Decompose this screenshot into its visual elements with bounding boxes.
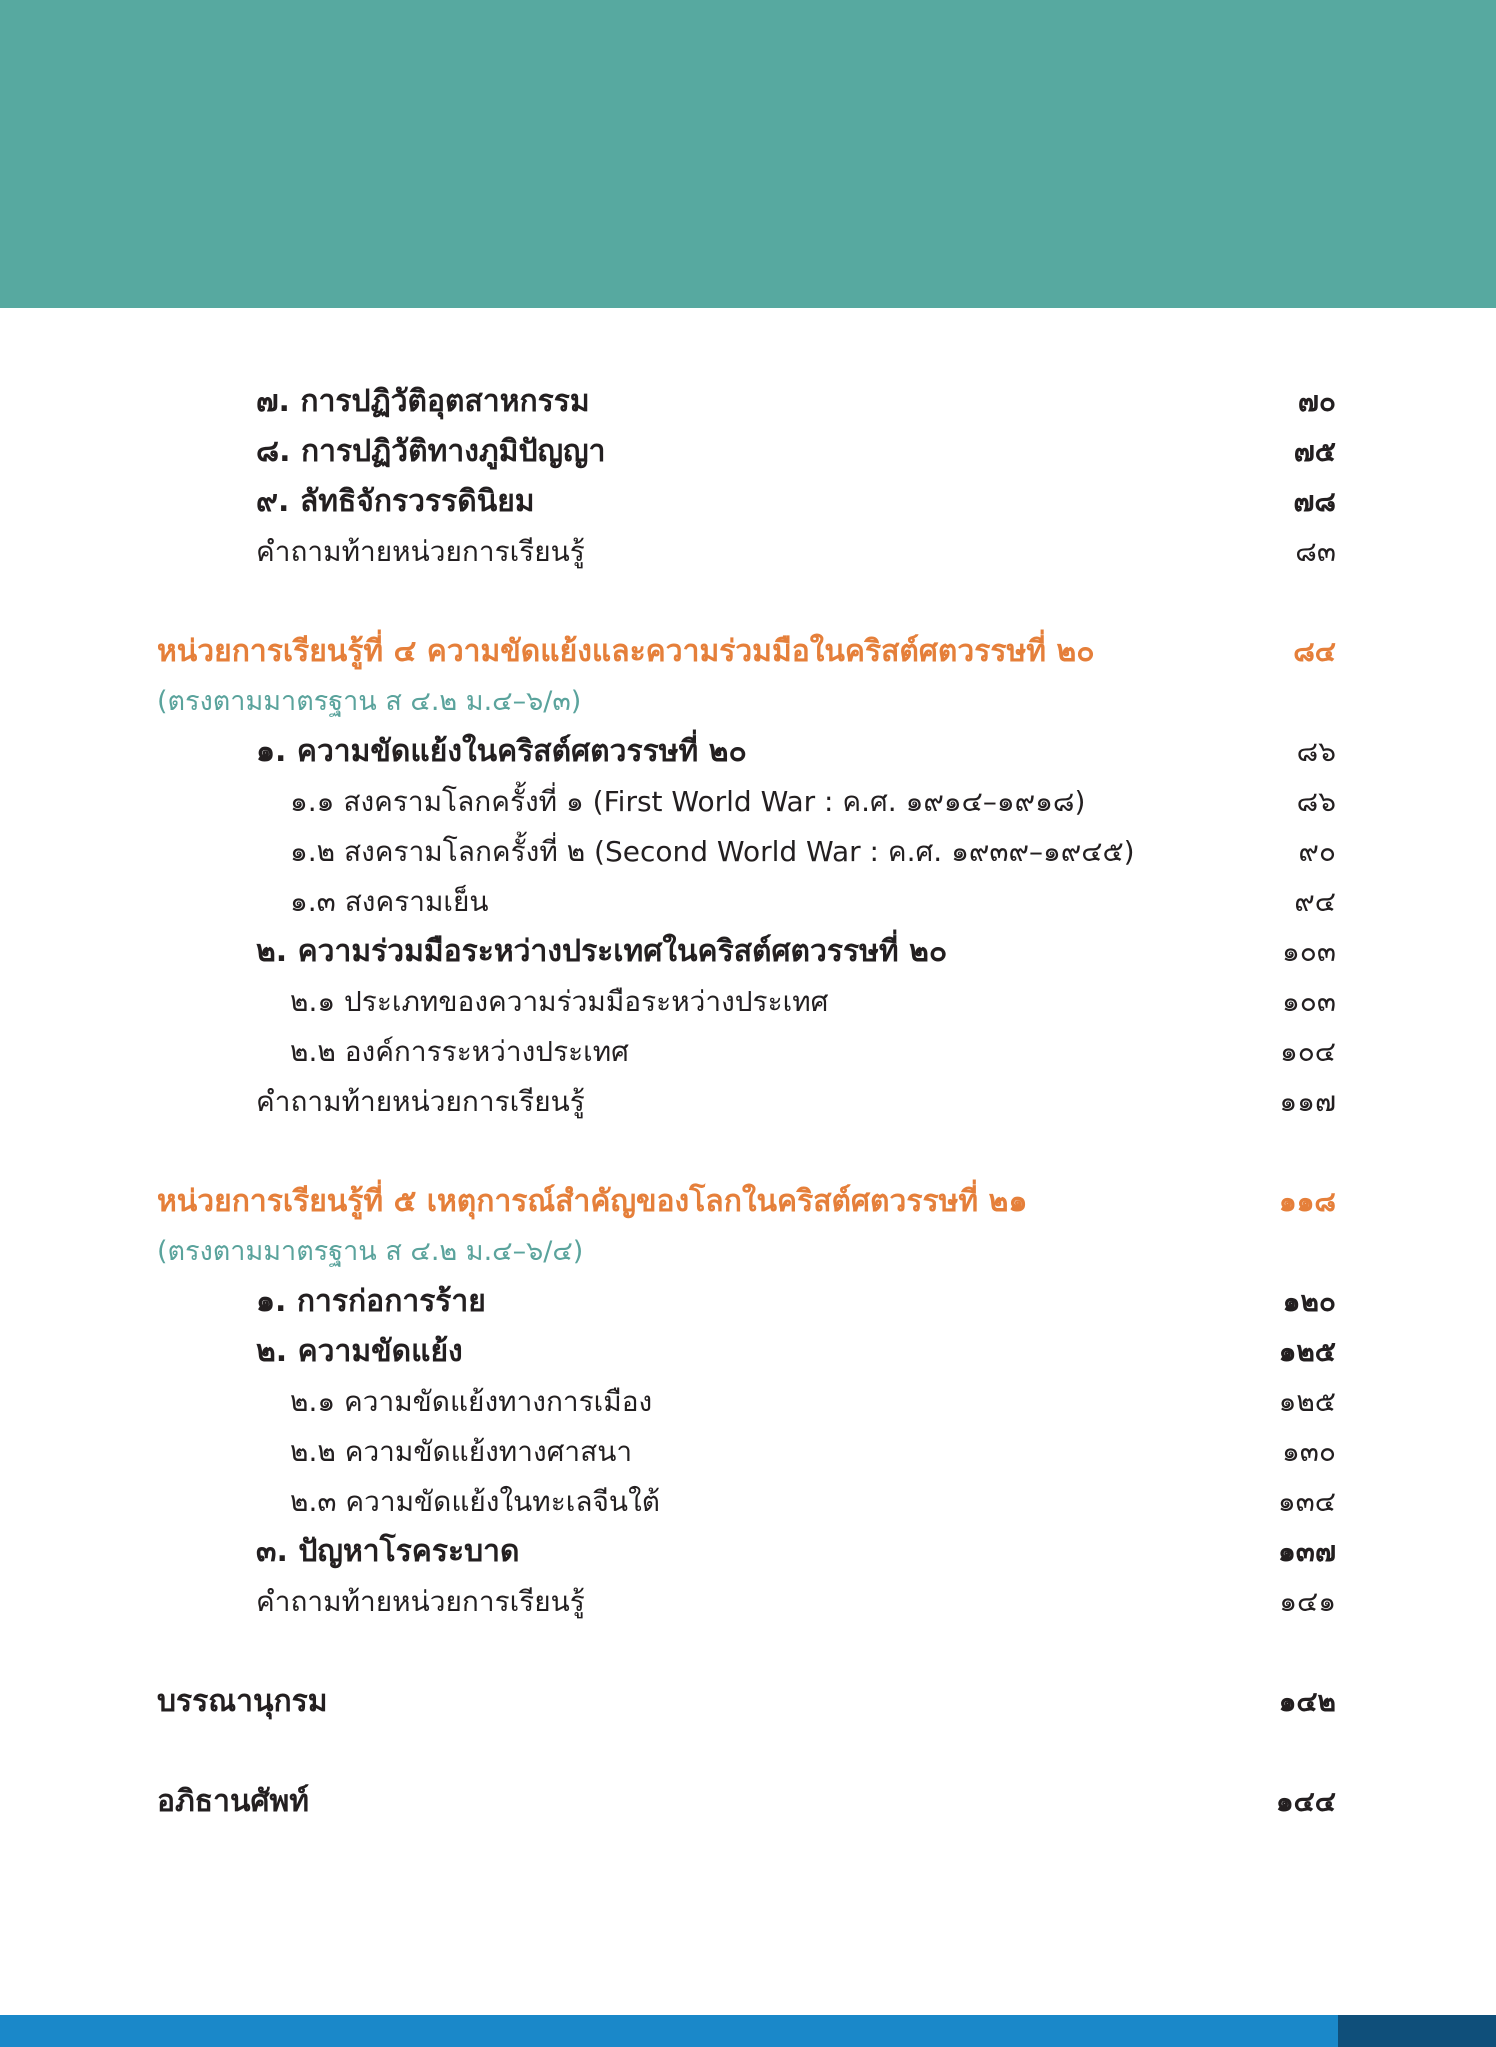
toc-page-number: ๗๕ [1293,435,1336,468]
toc-entry-title: ๑. ความขัดแย้งในคริสต์ศตวรรษที่ ๒๐ [256,734,747,769]
toc-entry-title: ๒. ความร่วมมือระหว่างประเทศในคริสต์ศตวรรษที่ ๒๐ [256,934,948,969]
toc-entry-title: ๘. การปฏิวัติทางภูมิปัญญา [256,434,606,469]
toc-subentry-title: ๒.๒ องค์การระหว่างประเทศ [290,1035,629,1068]
toc-unit-title: หน่วยการเรียนรู้ที่ ๔ ความขัดแย้งและความร่วมมือในคริสต์ศตวรรษที่ ๒๐ [157,634,1095,669]
toc-entry-title: ๙. ลัทธิจักรวรรดินิยม [256,484,535,519]
toc-page-number: ๑๐๓ [1281,985,1336,1018]
toc-page-number: ๑๒๕ [1278,1385,1336,1418]
toc-page-number: ๑๔๑ [1279,1585,1336,1618]
toc-page-number: ๑๒๕ [1278,1335,1336,1368]
toc-subentry-title: ๒.๑ ความขัดแย้งทางการเมือง [290,1385,653,1418]
toc-page-number: ๙๔ [1294,885,1336,918]
toc-subentry-title: ๒.๑ ประเภทของความร่วมมือระหว่างประเทศ [290,985,829,1018]
toc-page-number: ๑๐๓ [1281,935,1336,968]
toc-entry-title: บรรณานุกรม [157,1684,328,1719]
toc-page-number: ๑๓๔ [1277,1485,1336,1518]
toc-entry-title: อภิธานศัพท์ [157,1784,310,1819]
toc-entry-title: คำถามท้ายหน่วยการเรียนรู้ [256,1085,585,1118]
footer-band-accent [1338,2015,1496,2047]
toc-page-number: ๘๓ [1295,535,1336,568]
toc-page-number: ๑๒๐ [1282,1285,1336,1318]
toc-entry-title: ๗. การปฏิวัติอุตสาหกรรม [256,384,590,419]
footer-band [0,2015,1496,2047]
toc-entry-title: ๑. การก่อการร้าย [256,1284,486,1319]
toc-subentry-title: ๒.๓ ความขัดแย้งในทะเลจีนใต้ [290,1485,660,1518]
toc-entry-title: คำถามท้ายหน่วยการเรียนรู้ [256,535,585,568]
toc-page-number: ๘๖ [1296,785,1336,818]
toc-page-number: ๑๔๔ [1275,1785,1336,1818]
toc-page-number: ๑๓๗ [1278,1535,1336,1568]
toc-page-number: ๙๐ [1298,835,1336,868]
toc-subentry-title: ๑.๑ สงครามโลกครั้งที่ ๑ (First World War : ค.ศ. ๑๙๑๔–๑๙๑๘) [290,785,1086,818]
toc-page-number: ๑๐๔ [1279,1035,1336,1068]
toc-page-number: ๘๖ [1296,735,1336,768]
toc-standard-text: (ตรงตามมาตรฐาน ส ๔.๒ ม.๔–๖/๓) [157,686,582,717]
toc-subentry-title: ๑.๒ สงครามโลกครั้งที่ ๒ (Second World War : ค.ศ. ๑๙๓๙–๑๙๔๕) [290,835,1135,868]
toc-subentry-title: ๒.๒ ความขัดแย้งทางศาสนา [290,1435,633,1468]
toc-unit-title: หน่วยการเรียนรู้ที่ ๕ เหตุการณ์สำคัญของโลกในคริสต์ศตวรรษที่ ๒๑ [157,1184,1028,1219]
toc-page-number: ๑๑๘ [1278,1185,1336,1218]
toc-page-number: ๑๑๗ [1279,1085,1336,1118]
toc-page-number: ๑๓๐ [1281,1435,1336,1468]
toc-standard-text: (ตรงตามมาตรฐาน ส ๔.๒ ม.๔–๖/๔) [157,1236,584,1267]
toc-subentry-title: ๑.๓ สงครามเย็น [290,885,489,918]
toc-entry-title: คำถามท้ายหน่วยการเรียนรู้ [256,1585,585,1618]
toc-page-number: ๘๔ [1293,635,1336,668]
toc-page-number: ๑๔๒ [1278,1685,1336,1718]
toc-page-number: ๗๐ [1297,385,1336,418]
toc-entry-title: ๒. ความขัดแย้ง [256,1334,463,1369]
toc-page-number: ๗๘ [1293,485,1336,518]
toc-entry-title: ๓. ปัญหาโรคระบาด [256,1534,520,1569]
